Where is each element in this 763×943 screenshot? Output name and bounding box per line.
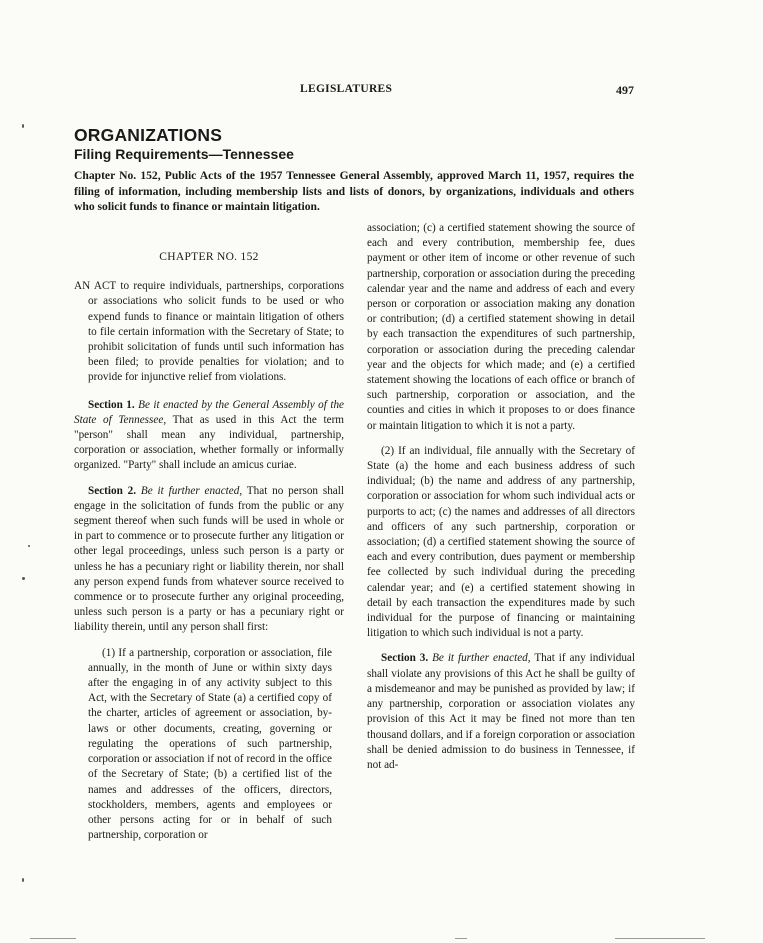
subsection-1-continuation: association; (c) a certified statement showing the source of each and every contribution, membership fee, dues payment or other item of income or other revenue of such partnership, corporation or association during the preceding calendar year and the name and address of each and every person or corporation or association making any donation or contribution; (d) a certified statement showing in detail by each transaction the expenditures of such partnership, corporation or association during the preceding calendar year and the objects for which made; and (e) a certified statement showing the locations of each office or branch of such partnership, corporation or association, and the counties and cities in which it proposes to or does finance or maintain litigation to which it is not a party. xyxy=(367,222,635,432)
section-3-enacting-clause: Be it further enacted, xyxy=(432,652,531,665)
section-3-text: That if any individual shall violate any provisions of this Act he shall be guilty of a misdemeanor and may be punished as provided by law; if any partnership, corporation or association violates any provision of this Act it may be fined not more than ten thousand dollars, and if a foreign corporation or association shall be denied admission to do business in Tennessee, if not ad- xyxy=(367,652,635,771)
left-column xyxy=(74,250,344,853)
section-2 xyxy=(74,484,344,636)
section-1-enacting-clause: Be it enacted by the General Assembly of the State of Tennessee, xyxy=(74,398,344,426)
scan-speck xyxy=(22,878,24,882)
act-title: AN ACT to require individuals, partnerships, corporations or associations who solicit funds to be used or who expend funds to finance or maintain litigation of others to file certain information with the Secretary of State; to prohibit solicitation of funds until such information has been filed; to provide penalties for violation; and to provide for injunctive relief from violations. xyxy=(74,280,344,384)
section-title: ORGANIZATIONS xyxy=(74,125,223,145)
section-2-enacting-clause: Be it further enacted, xyxy=(140,484,243,497)
scan-speck xyxy=(22,577,25,580)
scan-speck xyxy=(22,124,24,128)
right-column xyxy=(367,221,635,783)
section-2-text: That no person shall engage in the solicitation of funds from the public or any segment thereof when such funds will be used in whole or in part to commence or to prosecute further any litigation or other legal proceedings, unless such person is a party or unless he has a pecuniary right or liability therein, nor shall any person expend funds from whatever source received to commence or to prosecute further any original proceeding, unless such person is a party or has a pecuniary right or liability therein, until any person shall first: xyxy=(74,484,344,634)
section-1-text: That as used in this Act the term "person" shall mean any individual, partnership, corporation or association, whether formally or informally organized. "Party" shall include an amicus curiae. xyxy=(74,413,344,472)
running-head: LEGISLATURES xyxy=(300,83,393,95)
page-number: 497 xyxy=(616,83,634,97)
scan-edge-line xyxy=(30,938,76,939)
scan-edge-line xyxy=(615,938,705,939)
subsection-1: (1) If a partnership, corporation or association, file annually, in the month of June or within sixty days after the engaging in of any activity subject to this Act, with the Secretary of State (a) a certified copy of the charter, articles of agreement or association, by-laws or other documents, creating, governing or regulating the operations of such partnership, corporation or association if not of record in the office of the Secretary of State; (b) a certified list of the names and addresses of the officers, directors, stockholders, members, agents and employees or other persons acting for or in behalf of such partnership, corporation or xyxy=(88,646,332,842)
section-1 xyxy=(74,398,344,474)
scan-edge-line xyxy=(455,938,467,939)
section-subtitle: Filing Requirements—Tennessee xyxy=(74,146,294,162)
chapter-heading: CHAPTER NO. 152 xyxy=(159,251,259,263)
summary-paragraph: Chapter No. 152, Public Acts of the 1957 Tennessee General Assembly, approved March 11, 1957, requires the filing of information, including membership lists and lists of donors, by organizations, individuals and others who solicit funds to finance or maintain litigation. xyxy=(74,169,634,214)
section-1-label: Section 1. xyxy=(88,398,135,411)
section-3 xyxy=(367,651,635,773)
section-3-label: Section 3. xyxy=(381,652,429,665)
scan-speck xyxy=(28,545,30,547)
section-2-label: Section 2. xyxy=(88,484,137,497)
subsection-2: (2) If an individual, file annually with the Secretary of State (a) the home and each business address of such individual; (b) the name and address of any partnership, corporation or association for whom such individual acts or purports to act; (c) the names and addresses of all directors and officers of any such partnership, corporation or association; (d) a certified statement showing the source of each and every contribution, dues payment or membership fee collected by such individual during the preceding calendar year; and (e) a certified statement showing in detail by each transaction the expenditures made by such individual for the purpose of financing or maintaining litigation to which such individual is not a party. xyxy=(367,444,635,640)
